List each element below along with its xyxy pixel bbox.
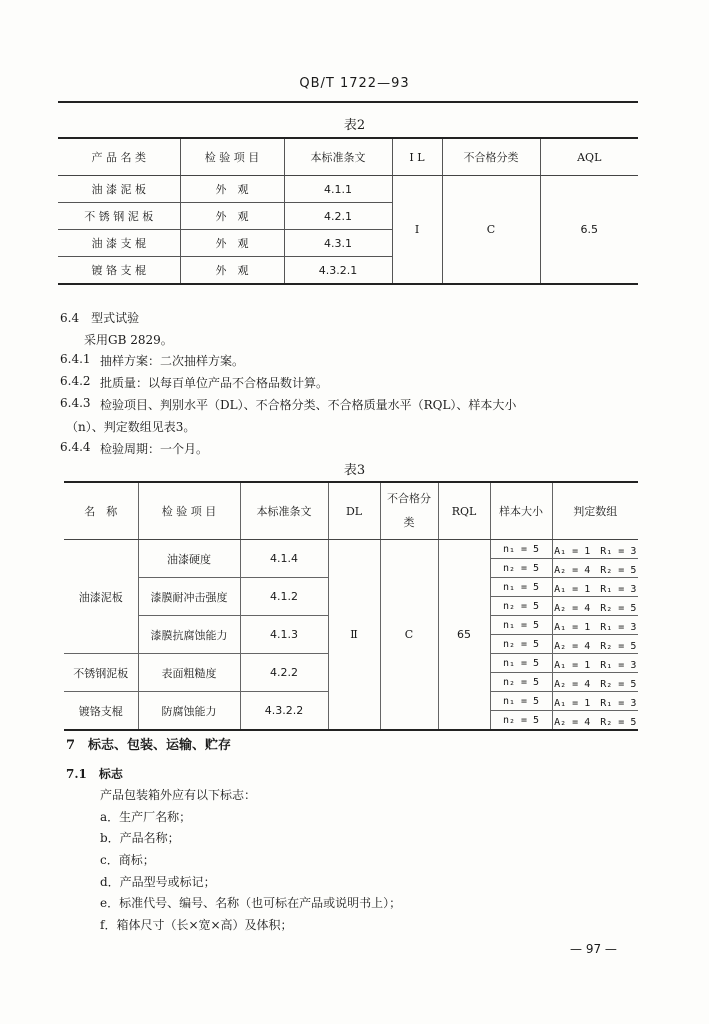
sample-size: n₂ = 5 bbox=[490, 559, 552, 578]
sample-size: n₁ = 5 bbox=[490, 540, 552, 559]
section-6-4-title: 6.4 型式试验 bbox=[60, 311, 140, 325]
sample-size: n₁ = 5 bbox=[490, 578, 552, 597]
aql-value: 6.5 bbox=[540, 176, 638, 285]
table3-header-cell: 样本大小 bbox=[490, 482, 552, 540]
table3-header-cell: 检 验 项 目 bbox=[138, 482, 240, 540]
clause-number: 4.3.2.1 bbox=[284, 257, 392, 285]
dl-value: Ⅱ bbox=[328, 540, 380, 731]
header-rule bbox=[58, 101, 638, 103]
table-3 bbox=[64, 481, 638, 731]
section-7-1-intro: 产品包装箱外应有以下标志： bbox=[100, 788, 257, 802]
clause-number: 4.1.3 bbox=[240, 616, 328, 654]
clause-number: 4.3.2.2 bbox=[240, 692, 328, 731]
nonconformity-class: C bbox=[380, 540, 438, 731]
clause-number: 4.2.2 bbox=[240, 654, 328, 692]
list-item: d．产品型号或标记； bbox=[100, 875, 216, 889]
decision-numbers: A₁ = 1 R₁ = 3 bbox=[552, 578, 638, 597]
rql-value: 65 bbox=[438, 540, 490, 731]
table2-header-cell: 本标准条文 bbox=[284, 138, 392, 176]
decision-numbers: A₁ = 1 R₁ = 3 bbox=[552, 692, 638, 711]
product-name: 镀铬支棍 bbox=[64, 692, 138, 731]
sample-size: n₁ = 5 bbox=[490, 692, 552, 711]
product-name: 不锈钢泥板 bbox=[64, 654, 138, 692]
inspection-item: 外 观 bbox=[180, 203, 284, 230]
table3-header-cell: DL bbox=[328, 482, 380, 540]
decision-numbers: A₂ = 4 R₂ = 5 bbox=[552, 559, 638, 578]
decision-numbers: A₁ = 1 R₁ = 3 bbox=[552, 654, 638, 673]
nonconformity-class: C bbox=[442, 176, 540, 285]
clause-number: 4.1.1 bbox=[284, 176, 392, 203]
table-row bbox=[64, 540, 638, 559]
product-name: 不 锈 钢 泥 板 bbox=[58, 203, 180, 230]
sample-size: n₂ = 5 bbox=[490, 711, 552, 731]
clause-num: 6.4.3 bbox=[60, 396, 91, 410]
sample-size: n₂ = 5 bbox=[490, 673, 552, 692]
list-item: c．商标； bbox=[100, 853, 155, 867]
inspection-item: 外 观 bbox=[180, 257, 284, 285]
table2-header-cell: 检 验 项 目 bbox=[180, 138, 284, 176]
clause-text: 批质量：以每百单位产品不合格品数计算。 bbox=[100, 376, 329, 390]
decision-numbers: A₂ = 4 R₂ = 5 bbox=[552, 597, 638, 616]
document-header: QB/T 1722—93 bbox=[299, 76, 410, 91]
clause-num: 6.4.2 bbox=[60, 374, 91, 388]
section-7-title: 7 标志、包装、运输、贮存 bbox=[66, 738, 232, 753]
page-number: — 97 — bbox=[570, 942, 617, 956]
section-7-1-title: 7.1 标志 bbox=[66, 767, 123, 781]
decision-numbers: A₂ = 4 R₂ = 5 bbox=[552, 635, 638, 654]
table3-caption: 表3 bbox=[343, 463, 366, 478]
list-item: f．箱体尺寸（长×宽×高）及体积； bbox=[100, 918, 293, 932]
product-name: 油 漆 泥 板 bbox=[58, 176, 180, 203]
inspection-item: 漆膜抗腐蚀能力 bbox=[138, 616, 240, 654]
clause-number: 4.1.4 bbox=[240, 540, 328, 578]
table3-header-cell: 不合格分 类 bbox=[380, 482, 438, 540]
clause-number: 4.1.2 bbox=[240, 578, 328, 616]
table3-header-cell: RQL bbox=[438, 482, 490, 540]
product-name: 镀 铬 支 棍 bbox=[58, 257, 180, 285]
clause-text: 检验周期：一个月。 bbox=[100, 442, 209, 456]
list-item: e．标准代号、编号、名称（也可标在产品或说明书上）； bbox=[100, 896, 402, 910]
inspection-item: 防腐蚀能力 bbox=[138, 692, 240, 731]
table2-header-cell: 产 品 名 类 bbox=[58, 138, 180, 176]
list-item: a．生产厂名称； bbox=[100, 810, 192, 824]
table2-header-cell: I L bbox=[392, 138, 442, 176]
clause-num: 6.4.4 bbox=[60, 440, 91, 454]
table2-caption: 表2 bbox=[343, 118, 366, 133]
sample-size: n₁ = 5 bbox=[490, 616, 552, 635]
inspection-item: 油漆硬度 bbox=[138, 540, 240, 578]
clause-number: 4.3.1 bbox=[284, 230, 392, 257]
decision-numbers: A₁ = 1 R₁ = 3 bbox=[552, 540, 638, 559]
table2-header-row bbox=[58, 138, 638, 176]
clause-text: 抽样方案：二次抽样方案。 bbox=[100, 354, 245, 368]
table3-header-row bbox=[64, 482, 638, 540]
table3-header-cell: 本标准条文 bbox=[240, 482, 328, 540]
decision-numbers: A₂ = 4 R₂ = 5 bbox=[552, 711, 638, 731]
table2-header-cell: AQL bbox=[540, 138, 638, 176]
product-name: 油 漆 支 棍 bbox=[58, 230, 180, 257]
table2-header-cell: 不合格分类 bbox=[442, 138, 540, 176]
clause-text: （n）、判定数组见表3。 bbox=[66, 420, 196, 434]
product-name: 油漆泥板 bbox=[64, 540, 138, 654]
sample-size: n₂ = 5 bbox=[490, 597, 552, 616]
inspection-item: 表面粗糙度 bbox=[138, 654, 240, 692]
table3-header-cell: 名 称 bbox=[64, 482, 138, 540]
il-value: I bbox=[392, 176, 442, 285]
sample-size: n₂ = 5 bbox=[490, 635, 552, 654]
list-item: b．产品名称； bbox=[100, 831, 180, 845]
clause-text: 检验项目、判别水平（DL）、不合格分类、不合格质量水平（RQL）、样本大小 bbox=[100, 398, 517, 412]
inspection-item: 漆膜耐冲击强度 bbox=[138, 578, 240, 616]
decision-numbers: A₁ = 1 R₁ = 3 bbox=[552, 616, 638, 635]
table-row bbox=[58, 176, 638, 203]
table3-header-cell: 判定数组 bbox=[552, 482, 638, 540]
inspection-item: 外 观 bbox=[180, 230, 284, 257]
inspection-item: 外 观 bbox=[180, 176, 284, 203]
clause-number: 4.2.1 bbox=[284, 203, 392, 230]
table-2 bbox=[58, 137, 638, 285]
decision-numbers: A₂ = 4 R₂ = 5 bbox=[552, 673, 638, 692]
sample-size: n₁ = 5 bbox=[490, 654, 552, 673]
clause-num: 6.4.1 bbox=[60, 352, 91, 366]
section-6-4-intro: 采用GB 2829。 bbox=[84, 333, 173, 347]
